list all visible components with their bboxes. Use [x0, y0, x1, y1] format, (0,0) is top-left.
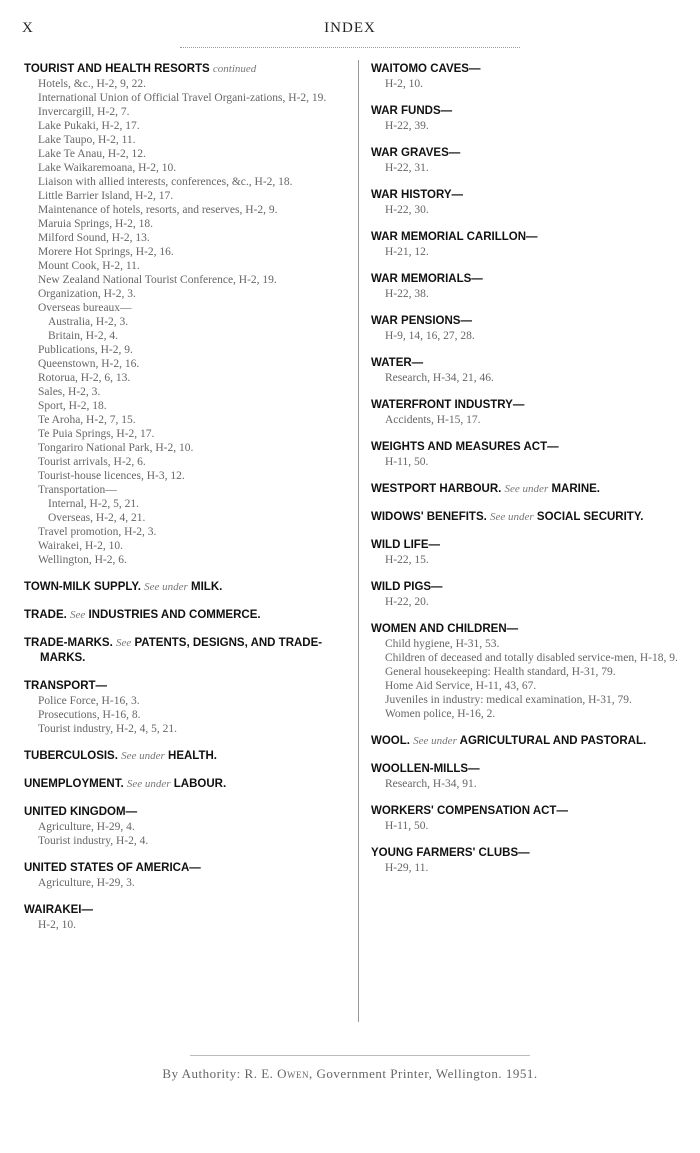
- index-heading: [24, 777, 350, 792]
- index-subentry: Sport, H-2, 18.: [38, 400, 107, 412]
- index-entry: [371, 580, 693, 609]
- index-subentry: Overseas bureaux—: [38, 302, 132, 314]
- index-subentry: Travel promotion, H-2, 3.: [38, 526, 157, 538]
- index-heading: [371, 580, 693, 595]
- index-entry: [371, 482, 693, 497]
- cross-reference-target: MARINE.: [551, 483, 600, 495]
- index-subentry: H-22, 38.: [385, 288, 429, 300]
- index-subentry: H-22, 30.: [385, 204, 429, 216]
- index-subentry: Police Force, H-16, 3.: [38, 695, 140, 707]
- index-heading: [371, 104, 693, 119]
- index-heading: [371, 62, 693, 77]
- index-entry: [371, 356, 693, 385]
- index-subentry: H-11, 50.: [385, 820, 429, 832]
- heading-text: WOOLLEN-MILLS—: [371, 763, 480, 775]
- index-subentry: Tourist industry, H-2, 4.: [38, 835, 149, 847]
- heading-text: WILD LIFE—: [371, 539, 440, 551]
- heading-text: WAR MEMORIAL CARILLON—: [371, 231, 538, 243]
- index-subentry: Juveniles in industry: medical examination, H-31, 79.: [385, 694, 632, 706]
- heading-text: WEIGHTS AND MEASURES ACT—: [371, 441, 559, 453]
- index-subentry: Rotorua, H-2, 6, 13.: [38, 372, 131, 384]
- index-subentry: Te Aroha, H-2, 7, 15.: [38, 414, 136, 426]
- index-subentry: Child hygiene, H-31, 53.: [385, 638, 500, 650]
- index-entry: [371, 440, 693, 469]
- index-subentry: Lake Te Anau, H-2, 12.: [38, 148, 146, 160]
- heading-text: YOUNG FARMERS' CLUBS—: [371, 847, 530, 859]
- index-heading: [24, 608, 350, 623]
- heading-text: WIDOWS' BENEFITS.: [371, 511, 487, 523]
- cross-reference-note: See under: [126, 778, 171, 790]
- index-subentry: Britain, H-2, 4.: [48, 330, 118, 342]
- index-subentry: Te Puia Springs, H-2, 17.: [38, 428, 155, 440]
- index-subentry: Agriculture, H-29, 4.: [38, 821, 135, 833]
- index-subentry: Home Aid Service, H-11, 43, 67.: [385, 680, 537, 692]
- index-heading: [371, 762, 693, 777]
- index-heading: [24, 679, 350, 694]
- index-subentry: Prosecutions, H-16, 8.: [38, 709, 141, 721]
- index-heading: [371, 440, 693, 455]
- cross-reference-target: PATENTS, DESIGNS, AND TRADE-MARKS.: [40, 637, 323, 664]
- index-subentry: Wellington, H-2, 6.: [38, 554, 127, 566]
- index-heading: [371, 188, 693, 203]
- index-heading: [24, 62, 350, 77]
- index-subentry: Little Barrier Island, H-2, 17.: [38, 190, 174, 202]
- heading-text: TOURIST AND HEALTH RESORTS: [24, 63, 210, 75]
- cross-reference-note: continued: [212, 63, 257, 75]
- index-heading: [371, 538, 693, 553]
- index-column-left: [24, 62, 350, 945]
- index-subentry: Women police, H-16, 2.: [385, 708, 496, 720]
- cross-reference-target: INDUSTRIES AND COMMERCE.: [88, 609, 261, 621]
- index-entry: [24, 749, 350, 764]
- index-entry: [24, 636, 350, 666]
- heading-text: TUBERCULOSIS.: [24, 750, 118, 762]
- cross-reference-note: See: [116, 637, 132, 649]
- index-subentry: Mount Cook, H-2, 11.: [38, 260, 140, 272]
- index-entry: [371, 734, 693, 749]
- heading-text: UNEMPLOYMENT.: [24, 778, 124, 790]
- cross-reference-target: LABOUR.: [173, 778, 227, 790]
- index-subentry: Publications, H-2, 9.: [38, 344, 133, 356]
- index-entry: [371, 622, 693, 721]
- index-subentry: H-11, 50.: [385, 456, 429, 468]
- heading-text: WAR HISTORY—: [371, 189, 464, 201]
- index-heading: [371, 510, 693, 525]
- index-heading: [371, 622, 693, 637]
- index-entry: [371, 398, 693, 427]
- cross-reference-note: See under: [504, 483, 549, 495]
- imprint-footer: [0, 1066, 700, 1082]
- cross-reference-target: MILK.: [191, 581, 223, 593]
- index-subentry: Tourist-house licences, H-3, 12.: [38, 470, 185, 482]
- index-subentry: Milford Sound, H-2, 13.: [38, 232, 150, 244]
- index-heading: [24, 580, 350, 595]
- imprint-year: 1951.: [505, 1066, 538, 1081]
- index-entry: [371, 104, 693, 133]
- heading-text: WOMEN AND CHILDREN—: [371, 623, 519, 635]
- index-subentry: Liaison with allied interests, conferences, &c., H-2, 18.: [38, 176, 293, 188]
- index-subentry: Tourist arrivals, H-2, 6.: [38, 456, 146, 468]
- heading-text: TRADE.: [24, 609, 67, 621]
- index-subentry: Australia, H-2, 3.: [48, 316, 129, 328]
- index-subentry: Internal, H-2, 5, 21.: [48, 498, 140, 510]
- index-subentry: H-22, 39.: [385, 120, 429, 132]
- heading-text: UNITED STATES OF AMERICA—: [24, 862, 201, 874]
- index-entry: [371, 510, 693, 525]
- index-heading: [371, 356, 693, 371]
- header-rule: [180, 47, 520, 48]
- index-entry: [24, 580, 350, 595]
- heading-text: TOWN-MILK SUPPLY.: [24, 581, 141, 593]
- index-subentry: Research, H-34, 91.: [385, 778, 477, 790]
- index-entry: [24, 679, 350, 736]
- index-heading: [24, 861, 350, 876]
- index-heading: [371, 734, 693, 749]
- index-subentry: Maintenance of hotels, resorts, and reserves, H-2, 9.: [38, 204, 278, 216]
- index-entry: [24, 777, 350, 792]
- index-heading: [24, 749, 350, 764]
- index-entry: [24, 861, 350, 890]
- imprint-printer-name: R. E. Owen,: [244, 1066, 313, 1081]
- cross-reference-target: HEALTH.: [168, 750, 217, 762]
- index-entry: [371, 762, 693, 791]
- index-subentry: Accidents, H-15, 17.: [385, 414, 481, 426]
- index-subentry: Tourist industry, H-2, 4, 5, 21.: [38, 723, 177, 735]
- index-heading: [24, 805, 350, 820]
- index-entry: [371, 272, 693, 301]
- index-heading: [24, 903, 350, 918]
- index-entry: [371, 846, 693, 875]
- index-entry: [24, 608, 350, 623]
- cross-reference-target: SOCIAL SECURITY.: [536, 511, 644, 523]
- index-subentry: Lake Waikaremoana, H-2, 10.: [38, 162, 177, 174]
- index-subentry: Tongariro National Park, H-2, 10.: [38, 442, 194, 454]
- heading-text: WORKERS' COMPENSATION ACT—: [371, 805, 568, 817]
- index-subentry: Queenstown, H-2, 16.: [38, 358, 140, 370]
- index-subentry: Organization, H-2, 3.: [38, 288, 136, 300]
- heading-text: WAR GRAVES—: [371, 147, 461, 159]
- heading-text: UNITED KINGDOM—: [24, 806, 138, 818]
- imprint-suffix: Government Printer, Wellington.: [316, 1066, 503, 1081]
- heading-text: WOOL.: [371, 735, 410, 747]
- index-heading: [371, 272, 693, 287]
- heading-text: TRANSPORT—: [24, 680, 108, 692]
- cross-reference-note: See under: [144, 581, 188, 593]
- index-subentry: Hotels, &c., H-2, 9, 22.: [38, 78, 146, 90]
- index-subentry: Lake Taupo, H-2, 11.: [38, 134, 136, 146]
- index-subentry: Morere Hot Springs, H-2, 16.: [38, 246, 174, 258]
- footer-rule: [190, 1055, 530, 1056]
- index-subentry: Lake Pukaki, H-2, 17.: [38, 120, 140, 132]
- cross-reference-note: See under: [490, 511, 534, 523]
- index-subentry: Research, H-34, 21, 46.: [385, 372, 494, 384]
- index-subentry: H-22, 20.: [385, 596, 429, 608]
- heading-text: WAITOMO CAVES—: [371, 63, 481, 75]
- index-subentry: General housekeeping: Health standard, H-31, 79.: [385, 666, 616, 678]
- index-heading: [371, 230, 693, 245]
- index-subentry: H-2, 10.: [385, 78, 424, 90]
- cross-reference-note: See under: [413, 735, 457, 747]
- imprint-prefix: By Authority:: [162, 1066, 241, 1081]
- index-entry: [24, 805, 350, 848]
- index-subentry: H-29, 11.: [385, 862, 429, 874]
- page-number: X: [22, 20, 33, 36]
- heading-text: WILD PIGS—: [371, 581, 443, 593]
- heading-text: WAR FUNDS—: [371, 105, 453, 117]
- index-heading: [371, 804, 693, 819]
- index-heading: [371, 146, 693, 161]
- index-subentry: H-22, 15.: [385, 554, 429, 566]
- index-subentry: H-9, 14, 16, 27, 28.: [385, 330, 475, 342]
- column-divider: [358, 60, 359, 1022]
- index-heading: [371, 846, 693, 861]
- index-subentry: Overseas, H-2, 4, 21.: [48, 512, 146, 524]
- cross-reference-target: AGRICULTURAL AND PASTORAL.: [459, 735, 647, 747]
- index-entry: [24, 62, 350, 567]
- page-title: INDEX: [324, 20, 376, 36]
- index-column-right: [371, 62, 693, 888]
- index-subentry: H-2, 10.: [38, 919, 77, 931]
- index-heading: [371, 314, 693, 329]
- heading-text: WATER—: [371, 357, 424, 369]
- heading-text: TRADE-MARKS.: [24, 637, 113, 649]
- cross-reference-note: See under: [121, 750, 165, 762]
- heading-text: WESTPORT HARBOUR.: [371, 483, 502, 495]
- index-subentry: Sales, H-2, 3.: [38, 386, 101, 398]
- heading-text: WAR MEMORIALS—: [371, 273, 483, 285]
- heading-text: WAIRAKEI—: [24, 904, 93, 916]
- index-subentry: New Zealand National Tourist Conference, H-2, 19.: [38, 274, 277, 286]
- index-entry: [371, 188, 693, 217]
- index-heading: [371, 482, 693, 497]
- index-subentry: H-22, 31.: [385, 162, 429, 174]
- cross-reference-note: See: [70, 609, 86, 621]
- index-subentry: Transportation—: [38, 484, 117, 496]
- index-heading: [371, 398, 693, 413]
- index-subentry: Children of deceased and totally disabled service-men, H-18, 9.: [385, 652, 678, 664]
- index-subentry: International Union of Official Travel Organi-zations, H-2, 19.: [38, 92, 327, 104]
- index-subentry: H-21, 12.: [385, 246, 429, 258]
- index-entry: [371, 804, 693, 833]
- index-subentry: Invercargill, H-2, 7.: [38, 106, 130, 118]
- index-heading: [24, 636, 350, 666]
- index-entry: [371, 538, 693, 567]
- index-subentry: Wairakei, H-2, 10.: [38, 540, 123, 552]
- index-entry: [24, 903, 350, 932]
- index-entry: [371, 230, 693, 259]
- index-entry: [371, 62, 693, 91]
- heading-text: WATERFRONT INDUSTRY—: [371, 399, 525, 411]
- index-subentry: Maruia Springs, H-2, 18.: [38, 218, 153, 230]
- index-entry: [371, 314, 693, 343]
- index-entry: [371, 146, 693, 175]
- index-subentry: Agriculture, H-29, 3.: [38, 877, 135, 889]
- heading-text: WAR PENSIONS—: [371, 315, 472, 327]
